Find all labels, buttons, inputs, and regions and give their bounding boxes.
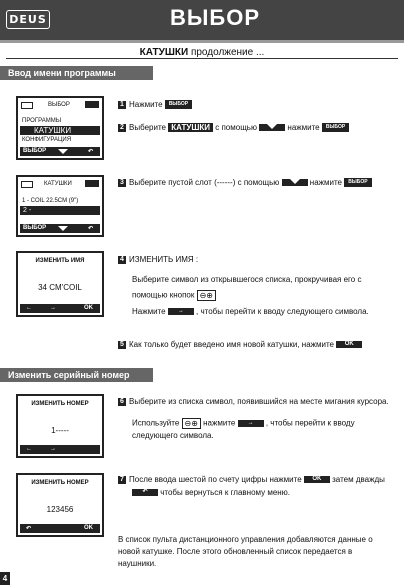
step-6: 6 Выберите из списка символ, появившийся на месте мигания курсора. xyxy=(118,397,389,406)
step-6-line2: Используйте ⊖⊕ нажмите → , чтобы перейти к вводу xyxy=(132,418,355,428)
back-arrow-icon: ↶ xyxy=(88,226,94,232)
screen-title: КАТУШКИ xyxy=(44,181,72,187)
screen-title: ВЫБОР xyxy=(48,102,70,108)
device-screen-edit-name xyxy=(16,251,104,317)
screen-title: ИЗМЕНИТЬ НОМЕР xyxy=(31,401,89,407)
arrow-left-icon: ← xyxy=(26,305,32,311)
key-select: ВЫБОР xyxy=(165,100,192,109)
softkey-ok-label: OK xyxy=(84,305,93,311)
coil-slot-2-selected: 2 - xyxy=(20,206,100,215)
battery-icon xyxy=(21,181,33,188)
section-title-program-name: Ввод имени программы xyxy=(0,66,153,80)
device-screen-select xyxy=(16,96,104,160)
softkey-bar xyxy=(20,224,100,233)
page-number: 4 xyxy=(0,572,10,585)
serial-value: 1----- xyxy=(51,426,69,435)
signal-icon xyxy=(85,180,99,187)
subtitle-rest: продолжение ... xyxy=(190,47,265,58)
minus-plus-keys-icon: ⊖⊕ xyxy=(182,418,201,429)
menu-item-coils-selected: КАТУШКИ xyxy=(20,126,100,135)
key-select: ВЫБОР xyxy=(344,178,371,187)
subtitle-rule xyxy=(6,58,398,59)
step-3: 3 Выберите пустой слот (------) с помощью нажмите ВЫБОР xyxy=(118,178,372,187)
key-ok: OK xyxy=(304,476,330,483)
key-back-icon: ↶ xyxy=(132,489,158,496)
softkey-select-label: ВЫБОР xyxy=(23,225,47,231)
softkey-ok-label: OK xyxy=(84,525,93,531)
chevron-down-icon xyxy=(58,149,68,156)
section-title-serial: Изменить серийный номер xyxy=(0,368,153,382)
key-right-arrow-icon: → xyxy=(238,420,264,427)
deus-logo: DEUS xyxy=(6,10,50,29)
step-5: 5 Как только будет введено имя новой катушки, нажмите OK xyxy=(118,340,362,349)
back-arrow-icon: ↶ xyxy=(88,149,94,155)
arrow-left-icon: ← xyxy=(26,446,32,452)
step-7: 7 После ввода шестой по счету цифры нажмите OK затем дважды xyxy=(118,475,385,484)
key-right-arrow-icon: → xyxy=(168,308,194,315)
minus-plus-keys-icon: ⊖⊕ xyxy=(197,290,216,301)
step-6-line3: следующего символа. xyxy=(132,431,214,440)
key-select: ВЫБОР xyxy=(322,123,349,132)
subtitle-bold: КАТУШКИ xyxy=(139,47,189,58)
serial-value: 123456 xyxy=(46,505,74,514)
key-down-icon xyxy=(282,179,308,186)
device-screen-coils xyxy=(16,175,104,237)
key-down-icon xyxy=(259,124,285,131)
step-1: 1 Нажмите ВЫБОР xyxy=(118,100,192,109)
step-4-line2: помощью кнопок ⊖⊕ xyxy=(132,290,216,301)
softkey-bar xyxy=(20,147,100,156)
softkey-select-label: ВЫБОР xyxy=(23,148,47,154)
name-value: 34 CM'COIL xyxy=(38,283,82,292)
device-screen-number-done xyxy=(16,473,104,537)
highlight-coils: КАТУШКИ xyxy=(168,123,213,132)
battery-icon xyxy=(21,102,33,109)
signal-icon xyxy=(85,101,99,108)
menu-item-config: КОНФИГУРАЦИЯ xyxy=(22,137,72,143)
chevron-down-icon xyxy=(58,226,68,233)
softkey-bar xyxy=(20,524,100,533)
step-2: 2 Выберите КАТУШКИ с помощью нажмите ВЫБОР xyxy=(118,123,349,132)
step-7-line2: ↶ чтобы вернуться к главному меню. xyxy=(132,488,290,497)
footer-line-3: наушники. xyxy=(118,559,157,568)
key-ok: OK xyxy=(336,341,362,348)
header-divider xyxy=(0,40,404,43)
footer-line-2: новой катушке. После этого обновленный список передается в xyxy=(118,547,353,556)
footer-line-1: В список пульта дистанционного управления добавляются данные о xyxy=(118,535,373,544)
device-screen-edit-number xyxy=(16,394,104,458)
softkey-bar xyxy=(20,304,100,313)
coil-slot-1: 1 - COIL 22.5CM (9") xyxy=(22,198,79,204)
step-4-line1: Выберите символ из открывшегося списка, прокручивая его с xyxy=(132,275,362,284)
softkey-bar xyxy=(20,445,100,454)
step-4-line3: Нажмите → , чтобы перейти к вводу следующего символа. xyxy=(132,307,369,316)
arrow-right-icon: → xyxy=(50,446,56,452)
back-arrow-icon: ↶ xyxy=(26,526,32,532)
step-4-title: 4 ИЗМЕНИТЬ ИМЯ : xyxy=(118,255,198,264)
subtitle xyxy=(0,47,404,58)
menu-item-programs: ПРОГРАММЫ xyxy=(22,118,62,124)
screen-title: ИЗМЕНИТЬ НОМЕР xyxy=(31,480,89,486)
screen-title: ИЗМЕНИТЬ ИМЯ xyxy=(35,258,85,264)
page-title: ВЫБОР xyxy=(170,5,261,30)
arrow-right-icon: → xyxy=(50,305,56,311)
